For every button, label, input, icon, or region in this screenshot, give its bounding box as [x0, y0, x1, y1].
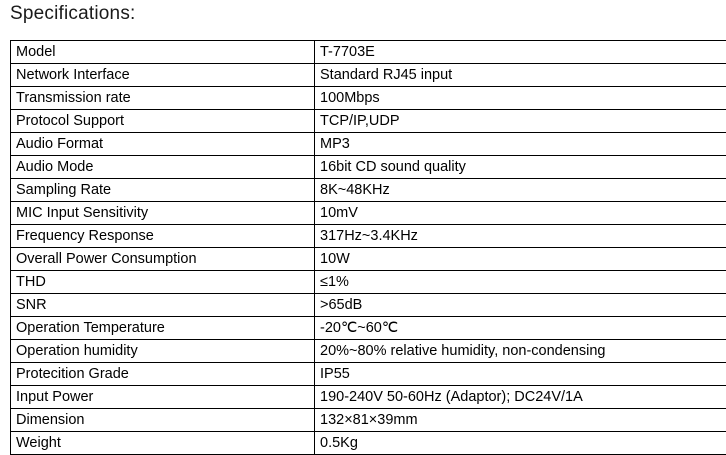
table-row: [11, 87, 726, 110]
spec-label: Protocol Support: [11, 110, 315, 133]
spec-label: Sampling Rate: [11, 179, 315, 202]
spec-value: T-7703E: [315, 41, 726, 64]
table-row: [11, 225, 726, 248]
table-row: [11, 156, 726, 179]
spec-label: Weight: [11, 432, 315, 455]
spec-label: Network Interface: [11, 64, 315, 87]
table-row: [11, 386, 726, 409]
table-row: [11, 64, 726, 87]
table-row: [11, 294, 726, 317]
spec-label: Frequency Response: [11, 225, 315, 248]
spec-value: ≤1%: [315, 271, 726, 294]
spec-label: Operation Temperature: [11, 317, 315, 340]
spec-label: Protecition Grade: [11, 363, 315, 386]
page-title: Specifications:: [10, 2, 136, 26]
table-row: [11, 110, 726, 133]
spec-value: 20%~80% relative humidity, non-condensing: [315, 340, 726, 363]
spec-value: TCP/IP,UDP: [315, 110, 726, 133]
spec-value: 16bit CD sound quality: [315, 156, 726, 179]
table-row: [11, 202, 726, 225]
spec-value: 132×81×39mm: [315, 409, 726, 432]
table-row: [11, 41, 726, 64]
table-row: [11, 409, 726, 432]
spec-value: IP55: [315, 363, 726, 386]
table-row: [11, 133, 726, 156]
spec-value: 10mV: [315, 202, 726, 225]
spec-value: 100Mbps: [315, 87, 726, 110]
table-row: [11, 179, 726, 202]
spec-label: Audio Mode: [11, 156, 315, 179]
spec-value: 190-240V 50-60Hz (Adaptor); DC24V/1A: [315, 386, 726, 409]
table-row: [11, 432, 726, 455]
spec-value: MP3: [315, 133, 726, 156]
table-row: [11, 340, 726, 363]
spec-value: Standard RJ45 input: [315, 64, 726, 87]
table-row: [11, 248, 726, 271]
spec-label: Model: [11, 41, 315, 64]
spec-value: 8K~48KHz: [315, 179, 726, 202]
table-row: [11, 271, 726, 294]
spec-label: THD: [11, 271, 315, 294]
spec-value: -20℃~60℃: [315, 317, 726, 340]
spec-label: Overall Power Consumption: [11, 248, 315, 271]
specifications-table: [10, 40, 726, 455]
spec-label: Transmission rate: [11, 87, 315, 110]
specifications-table-body: [11, 41, 726, 455]
spec-value: >65dB: [315, 294, 726, 317]
spec-label: Operation humidity: [11, 340, 315, 363]
spec-value: 0.5Kg: [315, 432, 726, 455]
spec-label: Input Power: [11, 386, 315, 409]
table-row: [11, 317, 726, 340]
spec-label: MIC Input Sensitivity: [11, 202, 315, 225]
spec-value: 317Hz~3.4KHz: [315, 225, 726, 248]
spec-label: Audio Format: [11, 133, 315, 156]
spec-value: 10W: [315, 248, 726, 271]
table-row: [11, 363, 726, 386]
spec-label: SNR: [11, 294, 315, 317]
spec-label: Dimension: [11, 409, 315, 432]
